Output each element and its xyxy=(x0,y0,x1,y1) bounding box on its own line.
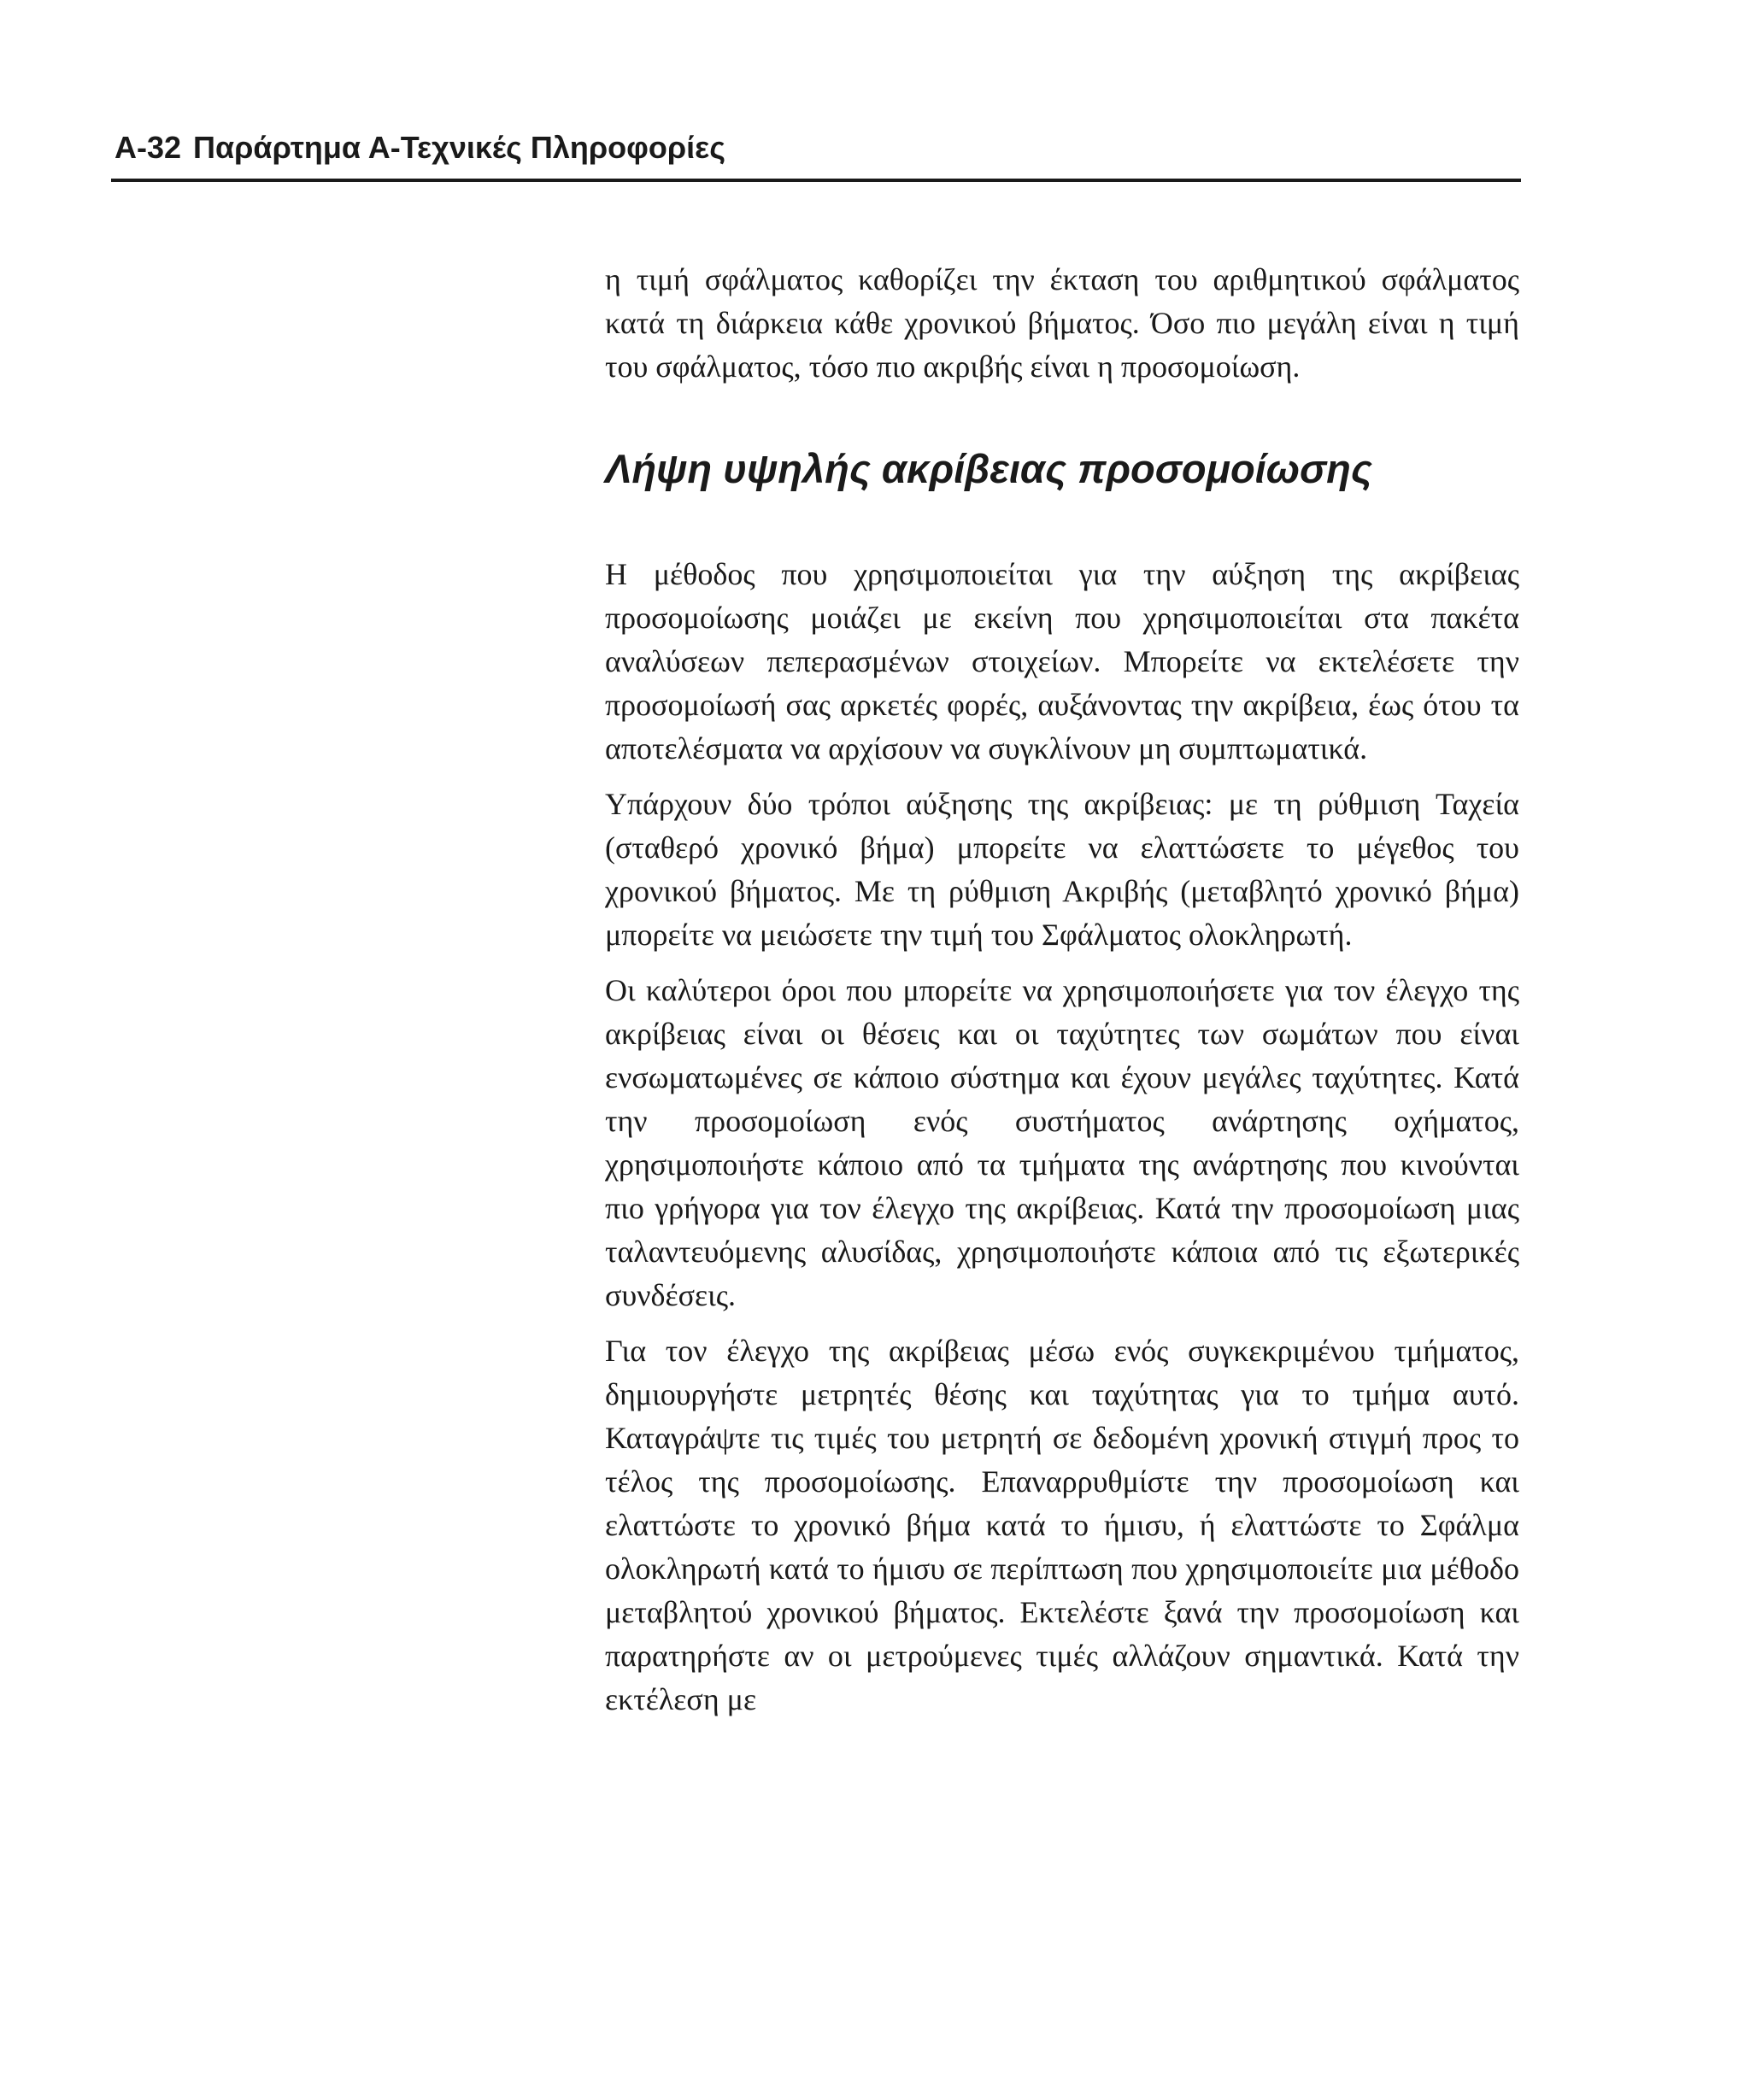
section-heading: Λήψη υψηλής ακρίβειας προσομοίωσης xyxy=(605,446,1372,491)
intro-paragraph: η τιμή σφάλματος καθορίζει την έκταση του αριθμητικού σφάλματος κατά τη διάρκεια κάθε χρονικού βήματος. Όσο πιο μεγάλη είναι η τιμή του σφάλματος, τόσο πιο ακριβής είναι η προσομοίωση. xyxy=(605,262,1519,384)
body-paragraph-2: Υπάρχουν δύο τρόποι αύξησης της ακρίβειας: με τη ρύθμιση Ταχεία (σταθερό χρονικό βήμα) μπορείτε να ελαττώσετε το μέγεθος του χρονικού βήματος. Με τη ρύθμιση Ακριβής (μεταβλητό χρονικό βήμα) μπορείτε να μειώσετε την τιμή του Σφάλματος ολοκληρωτή. xyxy=(605,787,1519,952)
header-divider xyxy=(111,179,1521,182)
page-number: A-32 xyxy=(115,130,182,165)
body-paragraph-1: Η μέθοδος που χρησιμοποιείται για την αύξηση της ακρίβειας προσομοίωσης μοιάζει με εκείνη που χρησιμοποιείται στα πακέτα αναλύσεων πεπερασμένων στοιχείων. Μπορείτε να εκτελέσετε την προσομοίωσή σας αρκετές φορές, αυξάνοντας την ακρίβεια, έως ότου τα αποτελέσματα να αρχίσουν να συγκλίνουν μη συμπτωματικά. xyxy=(605,557,1519,766)
body-paragraph-4: Για τον έλεγχο της ακρίβειας μέσω ενός συγκεκριμένου τμήματος, δημιουργήστε μετρητές θέσης και ταχύτητας για το τμήμα αυτό. Καταγράψτε τις τιμές του μετρητή σε δεδομένη χρονική στιγμή προς το τέλος της προσομοίωσης. Επαναρρυθμίστε την προσομοίωση και ελαττώστε το χρονικό βήμα κατά το ήμισυ, ή ελαττώστε το Σφάλμα ολοκληρωτή κατά το ήμισυ σε περίπτωση που χρησιμοποιείτε μια μέθοδο μεταβλητού χρονικού βήματος. Εκτελέστε ξανά την προσομοίωση και παρατηρήστε αν οι μετρούμενες τιμές αλλάζουν σημαντικά. Κατά την εκτέλεση με xyxy=(605,1334,1519,1716)
page-header xyxy=(111,128,1521,183)
body-paragraph-3: Οι καλύτεροι όροι που μπορείτε να χρησιμοποιήσετε για τον έλεγχο της ακρίβειας είναι οι θέσεις και οι ταχύτητες των σωμάτων που είναι ενσωματωμένες σε κάποιο σύστημα και έχουν μεγάλες ταχύτητες. Κατά την προσομοίωση ενός συστήματος ανάρτησης οχήματος, χρησιμοποιήστε κάποιο από τα τμήματα της ανάρτησης που κινούνται πιο γρήγορα για τον έλεγχο της ακρίβειας. Κατά την προσομοίωση μιας ταλαντευόμενης αλυσίδας, χρησιμοποιήστε κάποια από τις εξωτερικές συνδέσεις. xyxy=(605,973,1519,1312)
main-content xyxy=(605,258,1519,1722)
chapter-title: Παράρτημα Α-Τεχνικές Πληροφορίες xyxy=(193,130,725,165)
running-header xyxy=(115,128,725,167)
